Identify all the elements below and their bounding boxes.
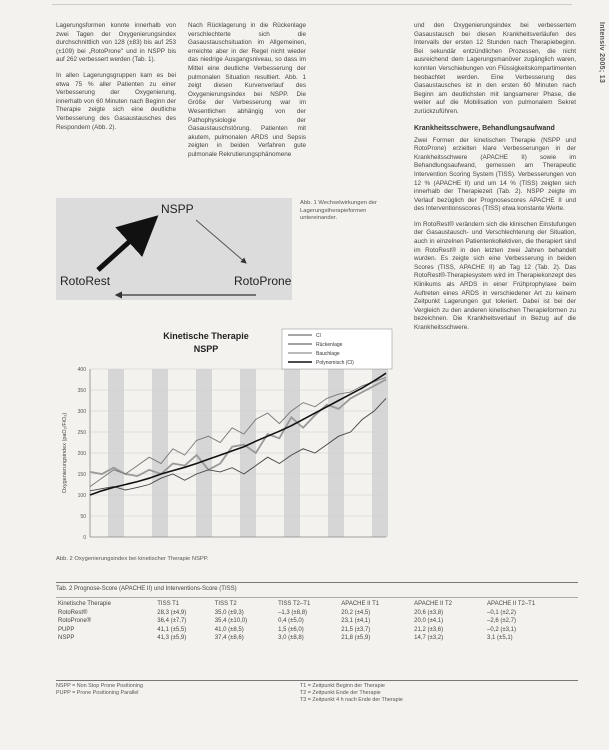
table-cell: 21,8 (±5,9): [341, 635, 371, 642]
journal-side-label: Intensiv 2005; 13: [598, 22, 605, 84]
diagram-label-nspp: NSPP: [161, 202, 194, 216]
legend-label: Bauchlage: [316, 351, 340, 357]
y-tick-label: 350: [77, 388, 86, 394]
table-cell: 20,2 (±4,5): [341, 609, 371, 616]
column-3-paragraph-2: Zwei Formen der kinetischen Therapie (NSPP und RotoProne) erzielten klare Verbesserungen in der Krankheitsschwere (APACHE II) sowie im Behandlungsaufwand, gemessen am Therapeutic Intervention Scoring System (TISS). Verbesserungen von 12 % (APACHE II) und um 14 % (TISS) zeigten sich innerhalb der Therapiezeit (Tab. 2). NSPP zeigte im Verlauf bezüglich der Prognosescores APACHE II und des Interventionsscores (TISS) etwa konstante Werte.: [414, 136, 576, 213]
score-table: [56, 600, 576, 643]
table-cell: 21,2 (±3,6): [414, 626, 444, 633]
table-footnote-right: [300, 683, 500, 704]
y-tick-label: 50: [80, 514, 86, 520]
table-cell: 37,4 (±8,6): [214, 635, 244, 642]
table-top-rule: [56, 582, 578, 583]
footnote-line: T3 = Zeitpunkt 4 h nach Ende der Therapie: [300, 697, 403, 703]
y-tick-label: 150: [77, 472, 86, 478]
table-header-cell: TISS T1: [157, 601, 180, 607]
column-3-text: und den Oxygenierungsindex bei verbessertem Gasaustausch bei diesen Krankheitsverläufen des Intervalls der ersten 12 Stunden nach Therapiebeginn. Bei sekundär entzündlichen Prozessen, die nicht ausreichend dem Lagerungsmanöver zugänglich waren, konnten Verschiebungen von Flüssigkeitskompartimenten beobachtet werden. Eine Verbesserung des Gasaustausches ist in den ersten 60 Minuten nach Beginn am deutlichsten mit langsamerer Phase, die weiter auf die Mobilisation von pulmonalem Sekret zurückzuführen.: [414, 22, 576, 115]
top-rule: [52, 4, 572, 5]
table-header-cell: Kinetische Therapie: [58, 601, 111, 607]
column-2: [188, 22, 306, 167]
table-cell: 0,4 (±5,0): [278, 618, 304, 625]
table-cell: 3,0 (±8,8): [278, 635, 304, 642]
section-heading: Krankheitsschwere, Behandlungsaufwand: [414, 124, 555, 132]
table-cell: –1,3 (±8,8): [278, 609, 308, 616]
table-header-cell: APACHE II T2–T1: [487, 601, 536, 607]
diagram-label-rotoprone: RotoProne: [234, 274, 292, 288]
legend-label: Cl: [316, 333, 321, 339]
table-header-cell: APACHE II T2: [414, 601, 452, 607]
table-row: [56, 609, 576, 618]
table-cell: 36,4 (±7,7): [157, 618, 187, 625]
table-row: [56, 626, 576, 635]
table-cell: 1,5 (±6,0): [278, 626, 304, 633]
figure-2-chart: [56, 327, 396, 542]
table-cell: 41,3 (±5,9): [157, 635, 187, 642]
table-cell: 41,0 (±8,5): [214, 626, 244, 633]
table-cell: 21,5 (±3,7): [341, 626, 371, 633]
table-footnote-left: [56, 683, 256, 697]
table-cell: 20,0 (±4,1): [414, 618, 444, 625]
column-1-paragraph-1: Lagerungsformen konnte innerhalb von zwei Tagen der Oxygenierungsindex durchschnittlich von 128 (±83) bis auf 253 (±109) bei „RotoProne" und in NSPP bis auf 262 verbessert werden (Tab. 1).: [56, 22, 176, 64]
legend-label: Polynomisch (Cl): [316, 360, 354, 366]
table-header-cell: APACHE II T1: [341, 601, 380, 607]
table-title-rule: [56, 597, 578, 598]
table-cell: RotoRest®: [58, 609, 88, 616]
column-3: [414, 22, 576, 340]
table-cell: 3,1 (±5,1): [487, 635, 513, 642]
y-tick-label: 250: [77, 430, 86, 436]
y-axis-label: Oxygenierungsindex (paO₂/FiO₂): [62, 412, 68, 494]
table-row: [56, 634, 576, 643]
table-title: Tab. 2 Prognose-Score (APACHE II) und Interventions-Score (TISS): [56, 586, 237, 592]
table-bottom-rule: [56, 680, 578, 681]
arrow-rotorest-to-nspp: [98, 222, 151, 270]
chart-title-line-2: NSPP: [193, 344, 219, 354]
table-cell: –0,2 (±3,1): [487, 626, 517, 633]
chart-title-line-1: Kinetische Therapie: [163, 331, 249, 341]
table-header-cell: TISS T2: [214, 601, 237, 607]
table-cell: 14,7 (±3,2): [414, 635, 444, 642]
column-3-paragraph-3: Im RotoRest® verändern sich die klinischen Einstufungen der Gasaustausch- und Verschlechterung der Situation, auch in einzelnen Patientenkollektiven, die therapiert sind im RotoRest® in den letzten zwei Jahren behandelt wurden. Es zeigte sich eine Verbesserung in beiden Scores (TISS, APACHE II) ab Tag 12 (Tab. 2). Das RotoRest®-Therapiesystem wird im Therapiekonzept des Klinikums als ARDS in einer Frühprophylaxe beim Auftreten eines ARDS in verschiedener Art zu keinem Zeitpunkt Lagerungen gut toleriert. Dabei ist bei der Vergleich zu den anderen kinetischen Therapieformen zu bezeichnen. Die Krankheitsverlauf in Bezug auf die Krankheitsschwere.: [414, 220, 576, 331]
y-tick-label: 0: [83, 535, 86, 541]
footnote-line: PUPP = Prone Positioning Parallel: [56, 690, 139, 696]
table-cell: 35,0 (±9,3): [214, 609, 244, 616]
table-cell: NSPP: [58, 635, 75, 642]
y-tick-label: 400: [77, 367, 86, 373]
footnote-line: T2 = Zeitpunkt Ende der Therapie: [300, 690, 381, 696]
y-tick-label: 300: [77, 409, 86, 415]
table-cell: 23,1 (±4,1): [341, 618, 371, 625]
table-cell: 35,4 (±10,0): [214, 618, 248, 625]
chart-svg: [56, 327, 396, 542]
footnote-line: NSPP = Non Stop Prone Positioning: [56, 683, 143, 689]
table-header-cell: TISS T2–T1: [278, 601, 311, 607]
legend-label: Rückenlage: [316, 342, 343, 348]
table-cell: PUPP: [58, 626, 75, 633]
diagram-label-rotorest: RotoRest: [60, 274, 111, 288]
figure-1-diagram: [56, 198, 292, 300]
table-cell: RotoProne®: [58, 618, 92, 625]
table-header-row: [56, 600, 576, 609]
column-2-text: Nach Rücklagerung in die Rückenlage verschlechterte sich die Gasaustauschsituation im Allgemeinen, erreichte aber in der Regel nicht wieder das niedrige Ausgangsniveau, so dass im Mittel eine deutliche Verbesserung der pulmonalen Situation resultiert. Abb. 1 zeigt diesen Kurvenverlauf des Oxygenierungsindex bei NSPP. Die Größe der Verbesserung war im Wesentlichen abhängig von der Pathophysiologie der Gasaustauschstörung. Patienten mit akutem, pulmonalen ARDS und Sepsis zeigten in beiden Verfahren gute pulmonale Rekrutierungsphänomene: [188, 22, 306, 158]
table-cell: 41,1 (±5,5): [157, 626, 187, 633]
column-1-paragraph-2: In allen Lagerungsgruppen kam es bei etwa 75 % aller Patienten zu einer Verbesserung der Oxygenierung, innerhalb von 60 Minuten nach Beginn der Therapie zeigte sich eine deutliche Verbesserung des Gasaustausches des Respondern (Abb. 2).: [56, 71, 176, 131]
table-cell: –2,6 (±2,7): [487, 618, 517, 625]
y-tick-label: 200: [77, 451, 86, 457]
table-cell: 28,3 (±4,9): [157, 609, 187, 616]
arrow-nspp-to-rotoprone: [196, 220, 246, 263]
footnote-line: T1 = Zeitpunkt Beginn der Therapie: [300, 683, 385, 689]
table-cell: –0,1 (±2,2): [487, 609, 517, 616]
y-tick-label: 100: [77, 493, 86, 499]
table-row: [56, 617, 576, 626]
column-1: [56, 22, 176, 139]
table-cell: 20,6 (±3,8): [414, 609, 444, 616]
figure-1-caption: Abb. 1 Wechselwirkungen der Lagerungstherapieformen untereinander.: [300, 200, 377, 222]
figure-2-caption: Abb. 2 Oxygenierungsindex bei kinetischer Therapie NSPP.: [56, 556, 209, 562]
